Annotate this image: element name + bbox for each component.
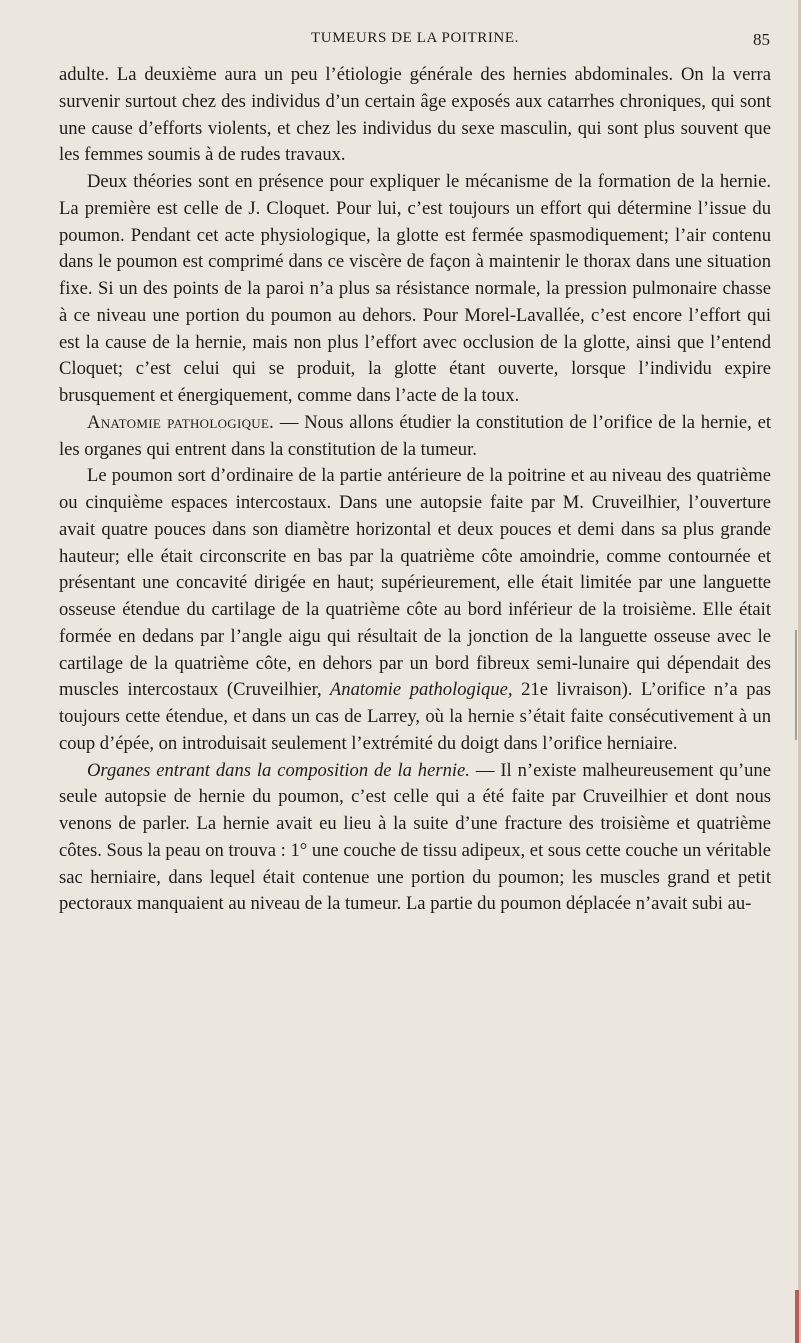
paragraph-4 [59, 463, 771, 757]
section-heading: Anatomie pathologique. [87, 411, 275, 433]
running-title: TUMEURS DE LA POITRINE. [311, 30, 519, 46]
running-header [60, 30, 770, 54]
subsection-heading: Organes entrant dans la composition de la hernie. [87, 759, 470, 781]
citation-title: Anatomie pathologique, [321, 679, 513, 701]
paragraph-1: adulte. La deuxième aura un peu l’étiologie générale des hernies abdominales. On la verra survenir surtout chez des individus d’un certain âge exposés aux catarrhes chroniques, qui sont une cause d’efforts violents, et chez les individus du sexe masculin, qui sont plus souvent que les femmes soumis à de rudes travaux. [59, 64, 771, 166]
page-number: 85 [753, 30, 770, 49]
paragraph-3-text: — Nous allons étudier la constitution de l’orifice de la hernie, et les organes qui entrent dans la constitution de la tumeur. [59, 411, 771, 460]
paragraph-5 [59, 758, 771, 919]
paragraph-2: Deux théories sont en présence pour expliquer le mécanisme de la formation de la hernie. La première est celle de J. Cloquet. Pour lui, c’est toujours un effort qui détermine l’issue du poumon. Pendant cet acte physiologique, la glotte est fermée spasmodiquement; l’air contenu dans le poumon est comprimé dans ce viscère de façon à maintenir le thorax dans une situation fixe. Si un des points de la paroi n’a plus sa résistance normale, la pression pulmonaire chasse à ce niveau une portion du poumon au dehors. Pour Morel-Lavallée, c’est encore l’effort qui est la cause de la hernie, mais non plus l’effort avec occlusion de la glotte, ainsi que l’entend Cloquet; c’est celui qui se produit, la glotte étant ouverte, lorsque l’individu expire brusquement et énergiquement, comme dans l’acte de la toux. [59, 171, 771, 406]
paragraph-3 [59, 410, 771, 464]
body-text [59, 62, 771, 918]
page-edge-red-mark [795, 1290, 799, 1343]
paragraph-4-text: Le poumon sort d’ordinaire de la partie antérieure de la poitrine et au niveau des quatrième ou cinquième espaces intercostaux. Dans une autopsie faite par M. Cruveilhier, l’ouverture avait quatre pouces dans son diamètre horizontal et deux pouces et demi dans sa plus grande hauteur; elle était circonscrite en bas par la quatrième côte amoindrie, comme contournée et présentant une concavité dirigée en haut; supérieurement, elle était limitée par une languette osseuse étendue du cartilage de la quatrième côte au bord inférieur de la troisième. Elle était formée en dedans par l’angle aigu qui résultait de la jonction de la languette osseuse avec le cartilage de la quatrième côte, en dehors par un bord fibreux semi-lunaire qui dépendait des muscles intercostaux (Cruveilhier, [59, 465, 771, 701]
paragraph-4-end: 21e livraison). L’orifice n’a pas toujours cette étendue, et dans un cas de Larrey, où la hernie s’était faite consécutivement à un coup d’épée, on introduisait seulement l’extrémité du doigt dans l’orifice herniaire. [59, 679, 772, 754]
paragraph-5-text: — Il n’existe malheureusement qu’une seule autopsie de hernie du poumon, c’est celle qui a été faite par Cruveilhier et dont nous venons de parler. La hernie avait eu lieu à la suite d’une fracture des troisième et quatrième côtes. Sous la peau on trouva : 1° une couche de tissu adipeux, et sous cette couche un véritable sac herniaire, dans lequel était contenue une portion du poumon; les muscles grand et petit pectoraux manquaient au niveau de la tumeur. La partie du poumon déplacée n’avait subi au- [59, 759, 771, 915]
page-edge-mark [795, 630, 797, 740]
